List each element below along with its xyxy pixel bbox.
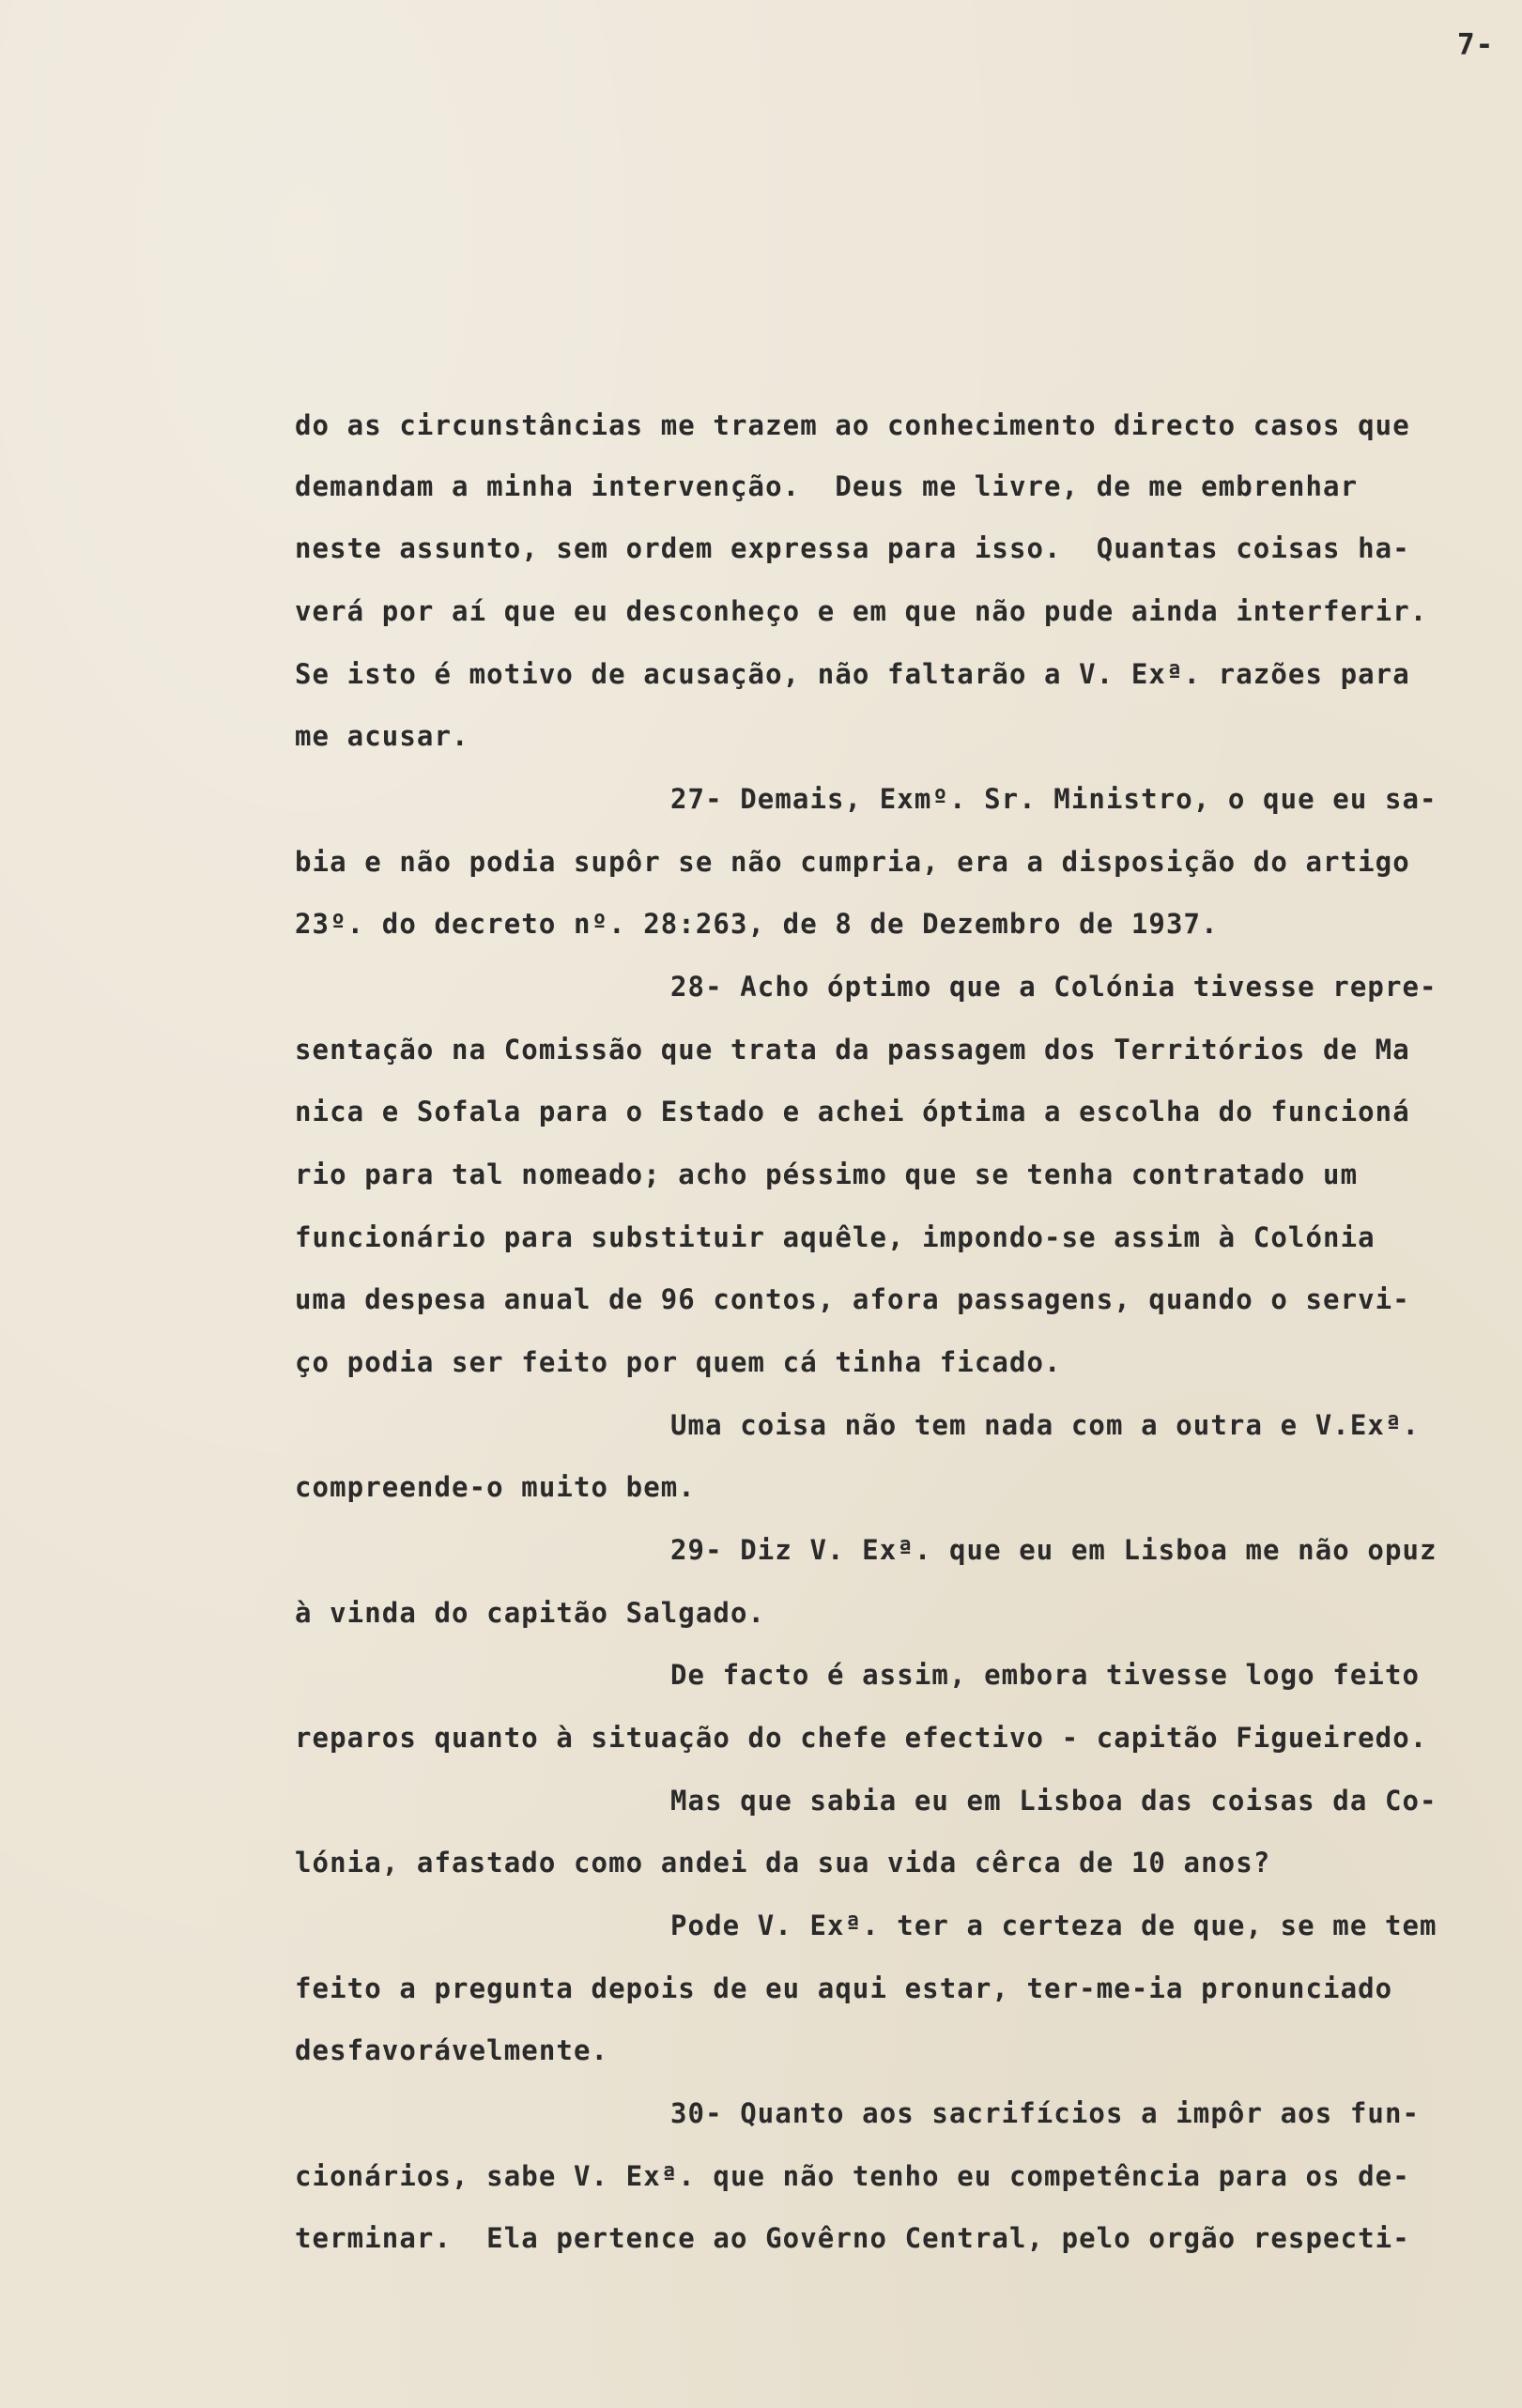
text-line: funcionário para substituir aquêle, impondo-se assim à Colónia bbox=[295, 1221, 1376, 1253]
text-line: demandam a minha intervenção. Deus me livre, de me embrenhar bbox=[295, 470, 1359, 502]
page-number: 7- bbox=[1457, 28, 1495, 62]
text-line: verá por aí que eu desconheço e em que não pude ainda interferir. bbox=[295, 595, 1428, 627]
paragraph-start: Uma coisa não tem nada com a outra e V.Exª. bbox=[670, 1409, 1421, 1441]
text-line: cionários, sabe V. Exª. que não tenho eu competência para os de- bbox=[295, 2160, 1410, 2192]
paragraph-start: De facto é assim, embora tivesse logo feito bbox=[670, 1659, 1421, 1691]
text-line: desfavorávelmente. bbox=[295, 2034, 609, 2066]
text-line: 23º. do decreto nº. 28:263, de 8 de Dezembro de 1937. bbox=[295, 908, 1219, 940]
paragraph-29-start: 29- Diz V. Exª. que eu em Lisboa me não opuz bbox=[670, 1534, 1437, 1566]
text-line: terminar. Ela pertence ao Govêrno Central, pelo orgão respecti- bbox=[295, 2222, 1410, 2254]
paragraph-27-start: 27- Demais, Exmº. Sr. Ministro, o que eu sa- bbox=[670, 783, 1437, 815]
text-line: reparos quanto à situação do chefe efectivo - capitão Figueiredo. bbox=[295, 1722, 1428, 1754]
text-line: nica e Sofala para o Estado e achei óptima a escolha do funcioná bbox=[295, 1096, 1410, 1127]
text-line: compreende-o muito bem. bbox=[295, 1471, 696, 1503]
text-line: bia e não podia supôr se não cumpria, era a disposição do artigo bbox=[295, 846, 1410, 878]
text-line: me acusar. bbox=[295, 720, 469, 752]
text-line: sentação na Comissão que trata da passagem dos Territórios de Ma bbox=[295, 1034, 1410, 1066]
text-line: feito a pregunta depois de eu aqui estar, ter-me-ia pronunciado bbox=[295, 1972, 1393, 2004]
text-line: do as circunstâncias me trazem ao conhecimento directo casos que bbox=[295, 409, 1410, 441]
paragraph-start: Mas que sabia eu em Lisboa das coisas da Co- bbox=[670, 1785, 1437, 1817]
paragraph-start: Pode V. Exª. ter a certeza de que, se me tem bbox=[670, 1910, 1437, 1941]
paragraph-28-start: 28- Acho óptimo que a Colónia tivesse repre- bbox=[670, 971, 1437, 1003]
paragraph-30-start: 30- Quanto aos sacrifícios a impôr aos fun- bbox=[670, 2097, 1421, 2129]
text-line: ço podia ser feito por quem cá tinha ficado. bbox=[295, 1346, 1062, 1378]
text-line: rio para tal nomeado; acho péssimo que se tenha contratado um bbox=[295, 1158, 1359, 1190]
text-line: à vinda do capitão Salgado. bbox=[295, 1597, 766, 1629]
text-line: neste assunto, sem ordem expressa para isso. Quantas coisas ha- bbox=[295, 532, 1410, 564]
text-line: Se isto é motivo de acusação, não faltarão a V. Exª. razões para bbox=[295, 658, 1410, 690]
text-line: uma despesa anual de 96 contos, afora passagens, quando o servi- bbox=[295, 1283, 1410, 1315]
text-line: lónia, afastado como andei da sua vida cêrca de 10 anos? bbox=[295, 1847, 1271, 1879]
